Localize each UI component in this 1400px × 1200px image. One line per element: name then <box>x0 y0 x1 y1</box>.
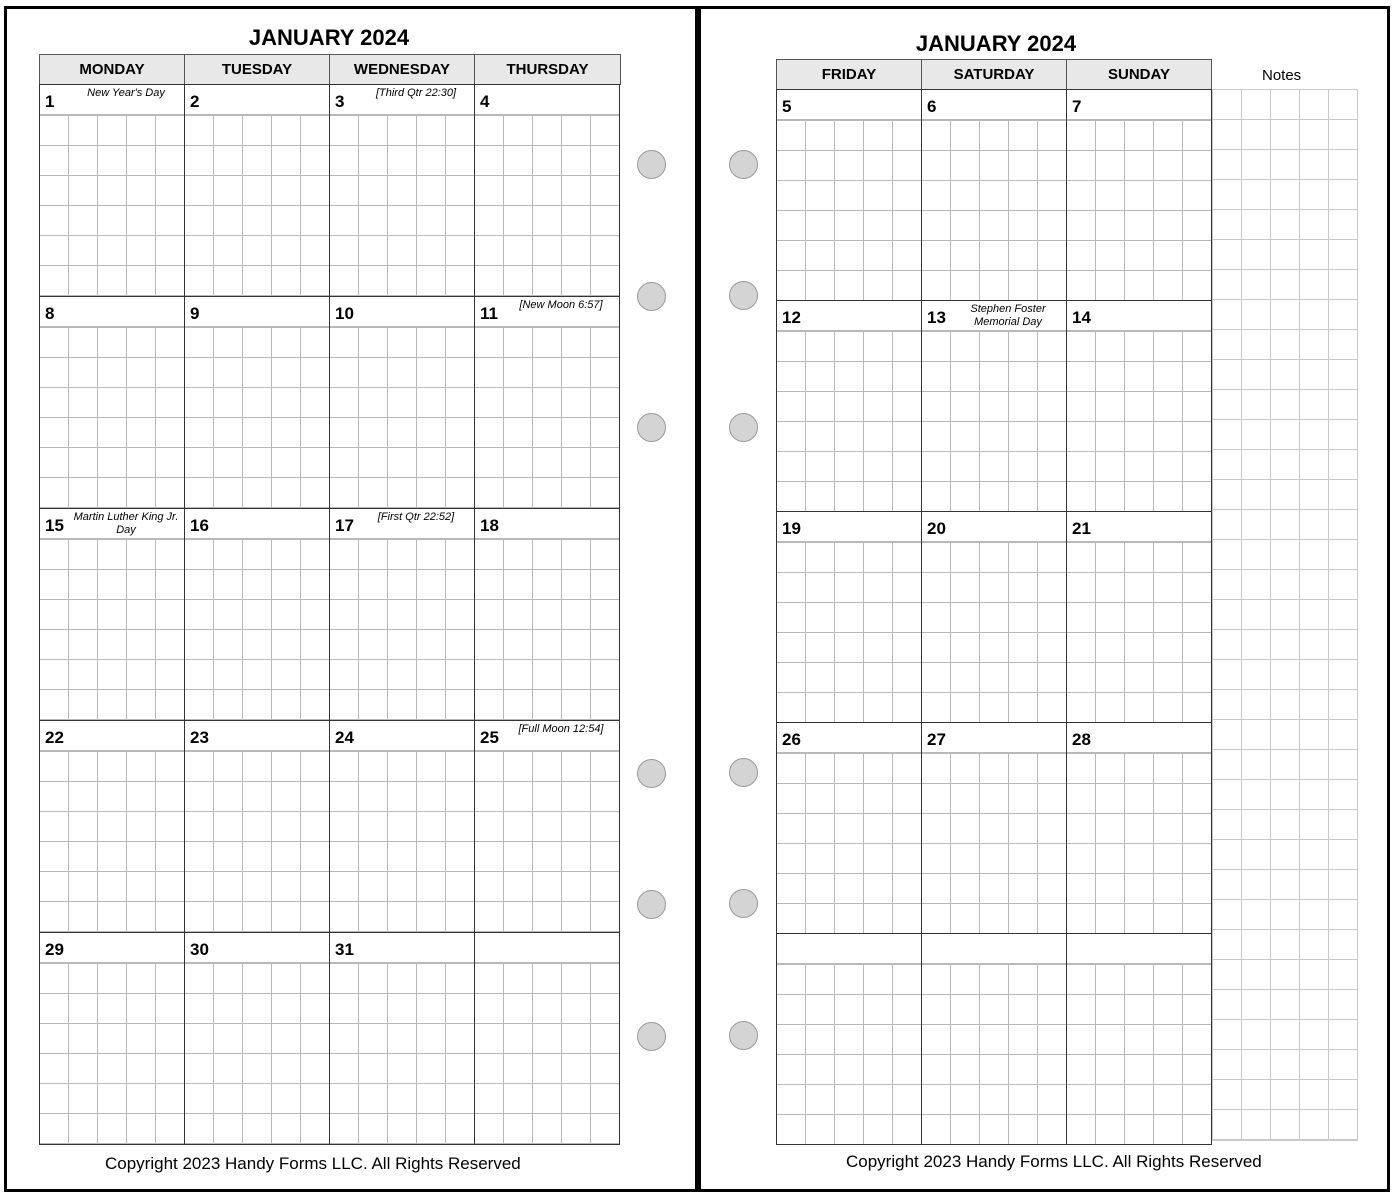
day-cell[interactable] <box>921 511 1067 723</box>
day-number: 6 <box>927 97 937 116</box>
header-monday: MONDAY <box>39 54 185 85</box>
right-month-title: JANUARY 2024 <box>915 31 1077 56</box>
binder-hole-icon <box>637 1022 666 1051</box>
day-number: 10 <box>335 304 354 323</box>
day-note: [Third Qtr 22:30] <box>375 87 457 99</box>
right-planner-page <box>698 6 1390 1192</box>
binder-hole-icon <box>637 150 666 179</box>
day-cell[interactable] <box>776 300 922 512</box>
day-cell[interactable] <box>921 300 1067 512</box>
day-number: 31 <box>335 940 354 959</box>
day-cell[interactable] <box>329 508 475 721</box>
day-cell-header <box>922 90 1066 120</box>
day-cell[interactable] <box>921 933 1067 1145</box>
day-cell[interactable] <box>39 932 185 1145</box>
day-number: 12 <box>782 308 801 327</box>
binder-hole-icon <box>637 890 666 919</box>
day-cell[interactable] <box>474 508 620 721</box>
day-number: 25 <box>480 728 499 747</box>
day-number: 17 <box>335 516 354 535</box>
day-number: 30 <box>190 940 209 959</box>
binder-hole-icon <box>637 282 666 311</box>
day-number: 9 <box>190 304 200 323</box>
day-cell[interactable] <box>474 932 620 1145</box>
notes-label: Notes <box>1262 67 1302 84</box>
day-cell-header <box>185 85 329 115</box>
day-cell-header <box>40 297 184 327</box>
day-number: 5 <box>782 97 792 116</box>
day-number: 19 <box>782 519 801 538</box>
binder-hole-icon <box>729 889 758 918</box>
day-cell[interactable] <box>1066 300 1212 512</box>
day-number: 24 <box>335 728 354 747</box>
day-number: 16 <box>190 516 209 535</box>
day-cell[interactable] <box>329 932 475 1145</box>
day-cell[interactable] <box>184 932 330 1145</box>
day-cell[interactable] <box>39 296 185 509</box>
day-cell-header <box>1067 90 1211 120</box>
day-number: 2 <box>190 92 200 111</box>
day-number: 8 <box>45 304 55 323</box>
binder-hole-icon <box>729 150 758 179</box>
day-note: Martin Luther King Jr. Day <box>73 511 179 536</box>
day-number: 1 <box>45 92 55 111</box>
day-number: 7 <box>1072 97 1082 116</box>
day-number: 22 <box>45 728 64 747</box>
day-number: 29 <box>45 940 64 959</box>
day-cell[interactable] <box>39 508 185 721</box>
header-tuesday: TUESDAY <box>184 54 330 85</box>
binder-hole-icon <box>729 1021 758 1050</box>
day-note: [New Moon 6:57] <box>519 299 603 311</box>
binder-hole-icon <box>729 758 758 787</box>
day-cell[interactable] <box>184 296 330 509</box>
day-cell[interactable] <box>921 89 1067 301</box>
left-copyright: Copyright 2023 Handy Forms LLC. All Rights Reserved <box>105 1154 521 1173</box>
header-sunday: SUNDAY <box>1066 59 1212 90</box>
day-cell[interactable] <box>329 296 475 509</box>
day-number: 23 <box>190 728 209 747</box>
day-number: 15 <box>45 516 64 535</box>
header-friday: FRIDAY <box>776 59 922 90</box>
day-number: 26 <box>782 730 801 749</box>
header-wednesday: WEDNESDAY <box>329 54 475 85</box>
day-cell[interactable] <box>1066 722 1212 934</box>
day-number: 13 <box>927 308 946 327</box>
day-cell[interactable] <box>1066 511 1212 723</box>
left-month-title: JANUARY 2024 <box>248 25 410 50</box>
day-cell-header <box>475 933 619 963</box>
day-number: 3 <box>335 92 345 111</box>
day-number: 28 <box>1072 730 1091 749</box>
day-cell[interactable] <box>184 508 330 721</box>
day-cell[interactable] <box>329 84 475 297</box>
header-saturday: SATURDAY <box>921 59 1067 90</box>
notes-grid <box>1212 89 1358 1141</box>
day-cell-header <box>777 90 921 120</box>
day-cell[interactable] <box>474 84 620 297</box>
day-cell[interactable] <box>776 89 922 301</box>
day-cell-header <box>185 297 329 327</box>
right-copyright: Copyright 2023 Handy Forms LLC. All Rights Reserved <box>846 1152 1262 1171</box>
day-number: 18 <box>480 516 499 535</box>
day-number: 4 <box>480 92 490 111</box>
day-cell[interactable] <box>39 84 185 297</box>
day-cell[interactable] <box>39 720 185 933</box>
day-cell[interactable] <box>776 933 922 1145</box>
day-cell[interactable] <box>329 720 475 933</box>
day-cell[interactable] <box>1066 89 1212 301</box>
day-note: [First Qtr 22:52] <box>377 511 455 523</box>
day-number: 11 <box>480 304 498 323</box>
header-thursday: THURSDAY <box>474 54 621 85</box>
day-cell[interactable] <box>1066 933 1212 1145</box>
day-number: 14 <box>1072 308 1091 327</box>
day-cell[interactable] <box>474 720 620 933</box>
day-note: Stephen Foster Memorial Day <box>970 303 1046 328</box>
day-cell[interactable] <box>184 84 330 297</box>
binder-hole-icon <box>729 281 758 310</box>
binder-hole-icon <box>637 759 666 788</box>
day-cell-header <box>475 85 619 115</box>
day-note: New Year's Day <box>87 87 165 99</box>
day-number: 27 <box>927 730 946 749</box>
binder-hole-icon <box>637 413 666 442</box>
day-cell[interactable] <box>921 722 1067 934</box>
day-cell[interactable] <box>776 511 922 723</box>
day-note: [Full Moon 12:54] <box>518 723 604 735</box>
left-planner-page <box>4 6 698 1192</box>
binder-hole-icon <box>729 413 758 442</box>
day-cell-header <box>1067 934 1211 964</box>
day-cell-header <box>777 934 921 964</box>
day-cell[interactable] <box>474 296 620 509</box>
day-cell[interactable] <box>776 722 922 934</box>
day-number: 21 <box>1072 519 1091 538</box>
day-cell[interactable] <box>184 720 330 933</box>
day-number: 20 <box>927 519 946 538</box>
day-cell-header <box>922 934 1066 964</box>
